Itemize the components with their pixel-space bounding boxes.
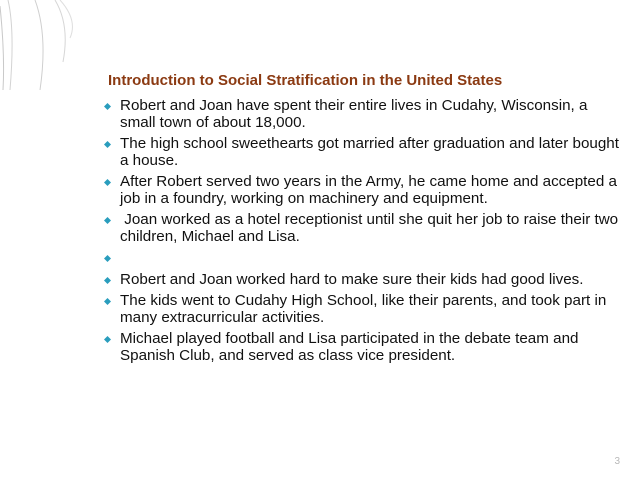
bullet-item [104,272,624,289]
bullet-item [104,212,624,245]
diamond-bullet-icon [104,141,111,148]
bullet-item [104,136,624,169]
diamond-bullet-icon [104,217,111,224]
diamond-bullet-icon [104,103,111,110]
diamond-bullet-icon [104,179,111,186]
bullet-text: Robert and Joan have spent their entire lives in Cudahy, Wisconsin, a small town of about 18,000. [120,97,592,131]
bullet-text: The high school sweethearts got married after graduation and later bought a house. [120,135,624,169]
slide-title: Introduction to Social Stratification in the United States [108,72,503,89]
bullet-text: Michael played football and Lisa participated in the debate team and Spanish Club, and served as class vice president. [120,330,583,364]
bullet-text: After Robert served two years in the Army, he came home and accepted a job in a foundry, working on machinery and equipment. [120,173,622,207]
slide-number: 3 [614,456,620,467]
bullet-item [104,98,624,131]
bullet-item [104,293,624,326]
diamond-bullet-icon [104,336,111,343]
diamond-bullet-icon [104,255,111,262]
bullet-text: Robert and Joan worked hard to make sure their kids had good lives. [120,270,584,288]
diamond-bullet-icon [104,277,111,284]
bullet-item [104,250,624,267]
bullet-list [104,98,624,369]
bullet-item [104,174,624,207]
bullet-item [104,331,624,364]
bullet-text: The kids went to Cudahy High School, like their parents, and took part in many extracurricular activities. [120,292,611,326]
diamond-bullet-icon [104,298,111,305]
bullet-text: Joan worked as a hotel receptionist until she quit her job to raise their two children, Michael and Lisa. [120,211,623,245]
